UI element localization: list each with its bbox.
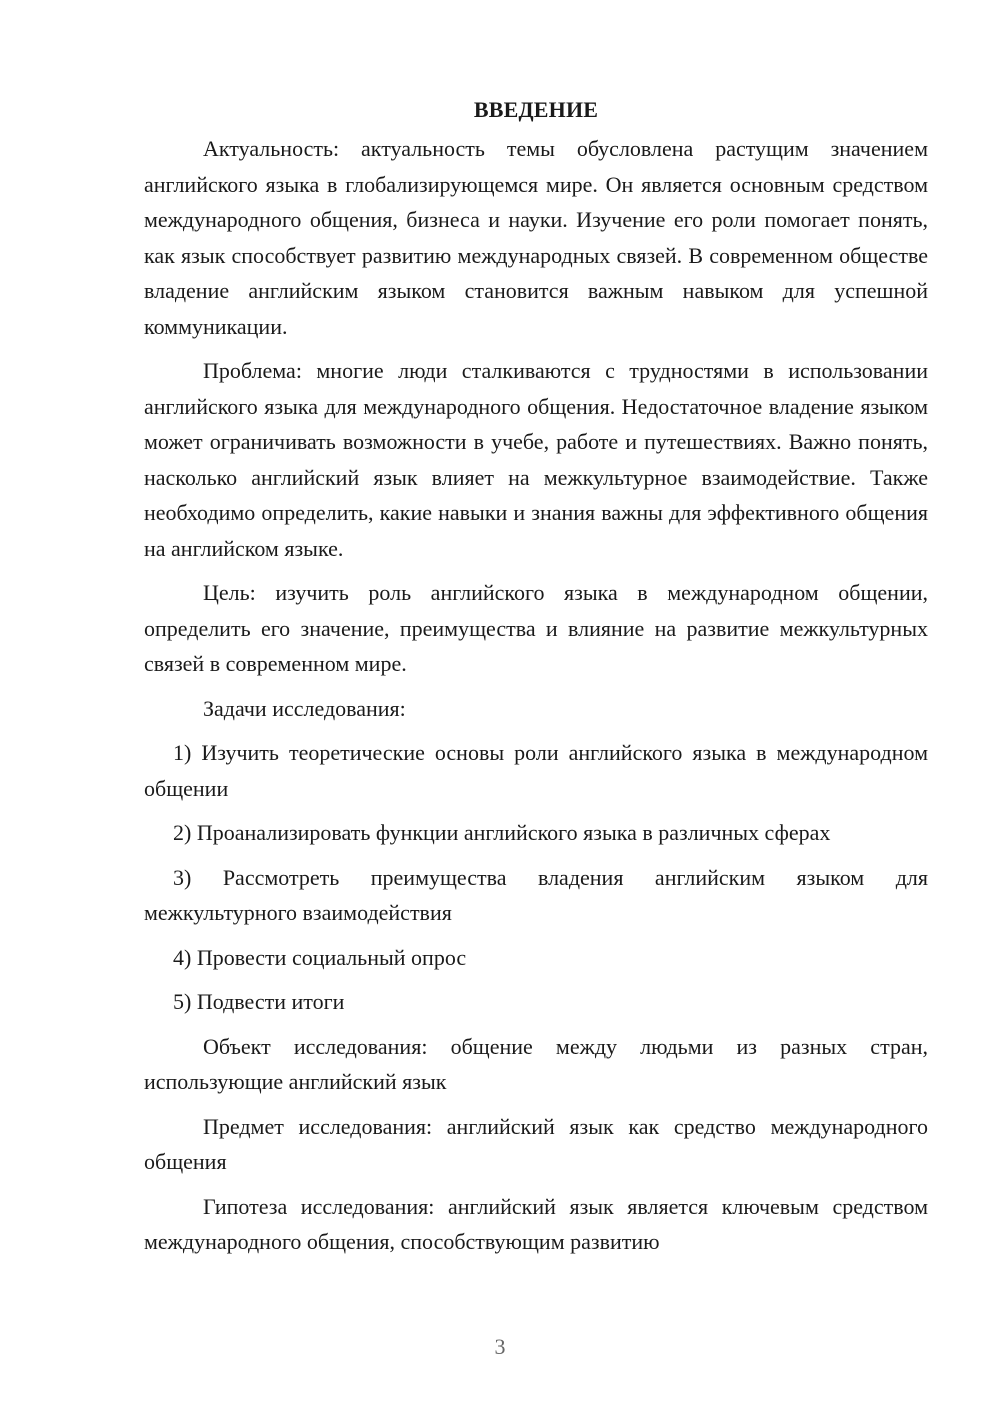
task-item-2: 2) Проанализировать функции английского языка в различных сферах <box>173 820 831 845</box>
document-page <box>144 92 928 1260</box>
task-item-5: 5) Подвести итоги <box>173 989 345 1014</box>
page-number: 3 <box>494 1334 506 1359</box>
goal-paragraph: Цель: изучить роль английского языка в международном общении, определить его значение, преимущества и влияние на развитие межкультурных связей в современном мире. <box>144 580 928 676</box>
task-item-3: 3) Рассмотреть преимущества владения английским языком для межкультурного взаимодействия <box>144 864 928 925</box>
task-item-1: 1) Изучить теоретические основы роли английского языка в международном общении <box>144 740 928 801</box>
tasks-heading: Задачи исследования: <box>203 695 406 721</box>
task-item-4: 4) Провести социальный опрос <box>173 944 467 970</box>
page-title: ВВЕДЕНИЕ <box>473 97 599 122</box>
hypothesis-paragraph: Гипотеза исследования: английский язык является ключевым средством международного общения, способствующим развитию <box>144 1193 928 1254</box>
tasks-list <box>144 735 928 1020</box>
subject-paragraph: Предмет исследования: английский язык как средство международного общения <box>144 1113 928 1174</box>
relevance-paragraph: Актуальность: актуальность темы обусловлена растущим значением английского языка в глобализирующемся мире. Он является основным средством международного общения, бизнеса и науки. Изучение его роли помогает понять, как язык способствует развитию международных связей. В современном обществе владение английским языком становится важным навыком для успешной коммуникации. <box>144 136 928 339</box>
problem-paragraph: Проблема: многие люди сталкиваются с трудностями в использовании английского языка для международного общения. Недостаточное владение языком может ограничивать возможности в учебе, работе и путешествиях. Важно понять, насколько английский язык влияет на межкультурное взаимодействие. Также необходимо определить, какие навыки и знания важны для эффективного общения на английском языке. <box>144 358 928 561</box>
object-paragraph: Объект исследования: общение между людьми из разных стран, использующие английский язык <box>144 1033 928 1094</box>
